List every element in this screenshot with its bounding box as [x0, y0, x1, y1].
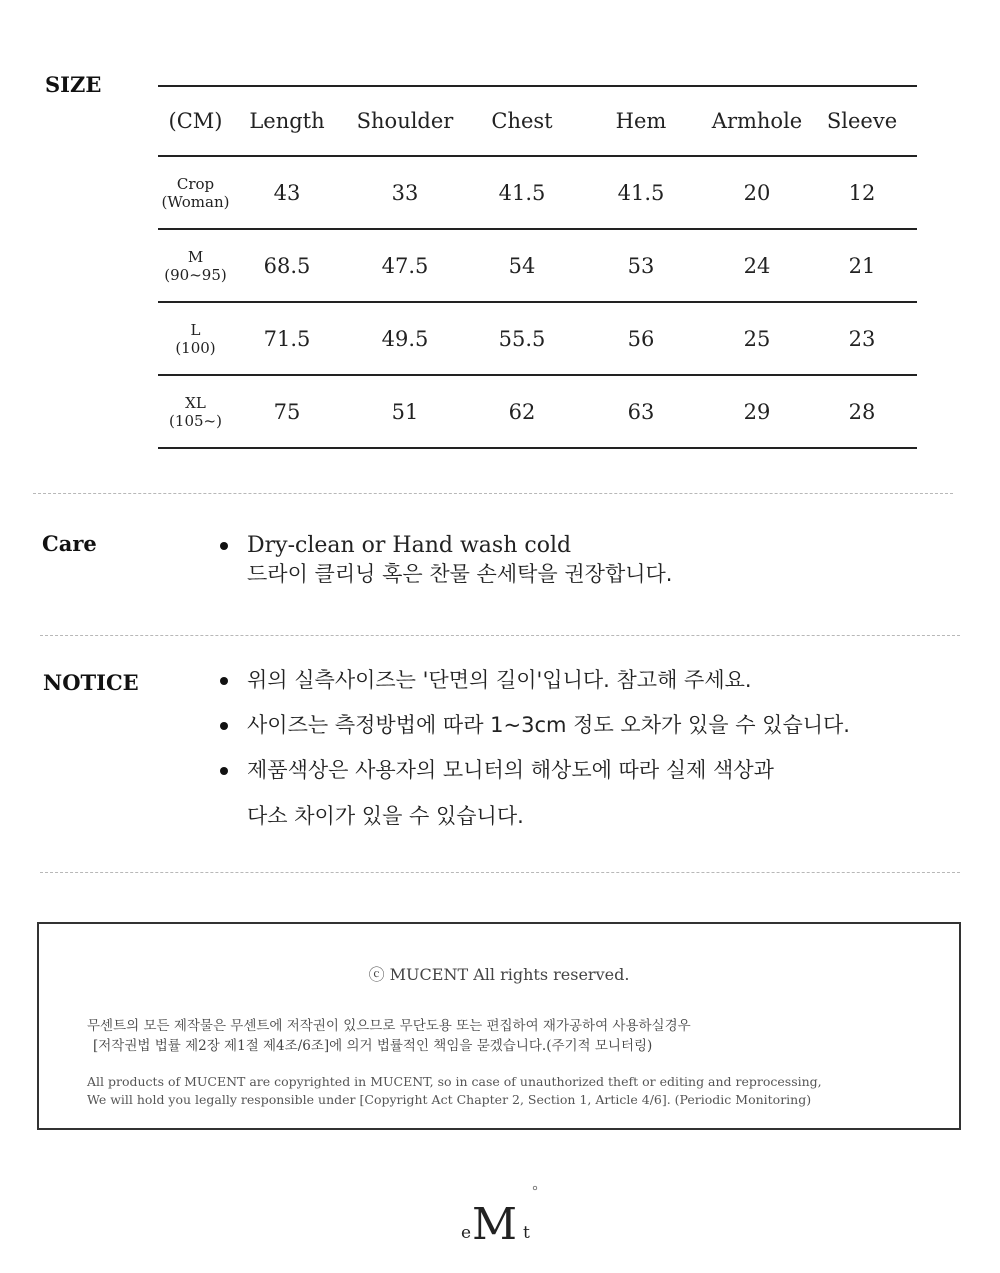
size-section-label: SIZE: [45, 72, 102, 97]
copyright-box: [37, 922, 961, 1130]
table-cell: 68.5: [233, 229, 341, 302]
header-chest: Chest: [469, 86, 575, 156]
table-cell: 54: [469, 229, 575, 302]
svg-text:e: e: [461, 1223, 472, 1243]
table-cell: 25: [707, 302, 807, 375]
table-cell: 71.5: [233, 302, 341, 375]
table-cell: 28: [807, 375, 917, 448]
notice-section-label: NOTICE: [43, 670, 139, 695]
notice-list: [220, 658, 850, 793]
copyright-korean-2: [저작권법 법률 제2장 제1절 제4조/6조]에 의거 법률적인 책임을 묻겠습니다.(주기적 모니터링): [93, 1038, 653, 1054]
table-cell: 51: [341, 375, 469, 448]
table-row: [158, 302, 917, 375]
size-name: Crop: [176, 174, 215, 193]
header-shoulder: Shoulder: [341, 86, 469, 156]
size-name: XL: [185, 393, 206, 412]
list-item: 위의 실측사이즈는 '단면의 길이'입니다. 참고해 주세요.: [220, 658, 850, 703]
size-sub: (105~): [169, 411, 222, 430]
copyright-title: ⓒ MUCENT All rights reserved.: [368, 965, 630, 984]
table-cell: 41.5: [469, 156, 575, 229]
size-sub: (90~95): [164, 265, 227, 284]
row-size-label: [158, 229, 233, 302]
table-row: [158, 229, 917, 302]
size-sub: (100): [175, 338, 216, 357]
table-cell: 62: [469, 375, 575, 448]
care-korean: 드라이 클리닝 혹은 찬물 손세탁을 권장합니다.: [247, 562, 673, 586]
table-cell: 56: [575, 302, 707, 375]
svg-text:t: t: [523, 1223, 530, 1243]
table-cell: 53: [575, 229, 707, 302]
list-item: [220, 531, 672, 588]
copyright-english-2: We will hold you legally responsible under [Copyright Act Chapter 2, Section 1, Article 4/6]. (Periodic Monitoring): [87, 1092, 812, 1107]
divider: [40, 635, 960, 636]
mucent-logo-icon: [460, 1185, 540, 1245]
table-cell: 47.5: [341, 229, 469, 302]
divider: [33, 493, 953, 494]
size-name: L: [190, 320, 201, 339]
header-length: Length: [233, 86, 341, 156]
copyright-korean-1: 무센트의 모든 제작물은 무센트에 저작권이 있으므로 무단도용 또는 편집하여 재가공하여 사용하실경우: [87, 1018, 691, 1034]
table-cell: 12: [807, 156, 917, 229]
care-english: Dry-clean or Hand wash cold: [247, 533, 572, 558]
table-cell: 75: [233, 375, 341, 448]
care-list: [220, 531, 672, 588]
table-cell: 55.5: [469, 302, 575, 375]
list-item: 사이즈는 측정방법에 따라 1~3cm 정도 오차가 있을 수 있습니다.: [220, 703, 850, 748]
header-hem: Hem: [575, 86, 707, 156]
table-cell: 24: [707, 229, 807, 302]
table-cell: 49.5: [341, 302, 469, 375]
table-cell: 29: [707, 375, 807, 448]
header-unit: (CM): [158, 86, 233, 156]
size-name: M: [187, 247, 204, 266]
size-table-header-row: [158, 86, 917, 156]
row-size-label: [158, 156, 233, 229]
table-cell: 20: [707, 156, 807, 229]
table-row: [158, 375, 917, 448]
row-size-label: [158, 375, 233, 448]
header-sleeve: Sleeve: [807, 86, 917, 156]
table-cell: 23: [807, 302, 917, 375]
table-cell: 33: [341, 156, 469, 229]
table-row: [158, 156, 917, 229]
size-table: [158, 85, 917, 449]
row-size-label: [158, 302, 233, 375]
svg-text:M: M: [472, 1199, 518, 1245]
size-sub: (Woman): [161, 192, 230, 211]
table-cell: 63: [575, 375, 707, 448]
divider: [40, 872, 960, 873]
table-cell: 43: [233, 156, 341, 229]
table-cell: 21: [807, 229, 917, 302]
care-section-label: Care: [42, 531, 97, 556]
table-cell: 41.5: [575, 156, 707, 229]
copyright-english-1: All products of MUCENT are copyrighted in MUCENT, so in case of unauthorized theft or editing and reprocessing,: [87, 1074, 822, 1089]
list-item: 제품색상은 사용자의 모니터의 해상도에 따라 실제 색상과: [220, 748, 850, 793]
notice-continuation: 다소 차이가 있을 수 있습니다.: [247, 804, 524, 828]
header-armhole: Armhole: [707, 86, 807, 156]
